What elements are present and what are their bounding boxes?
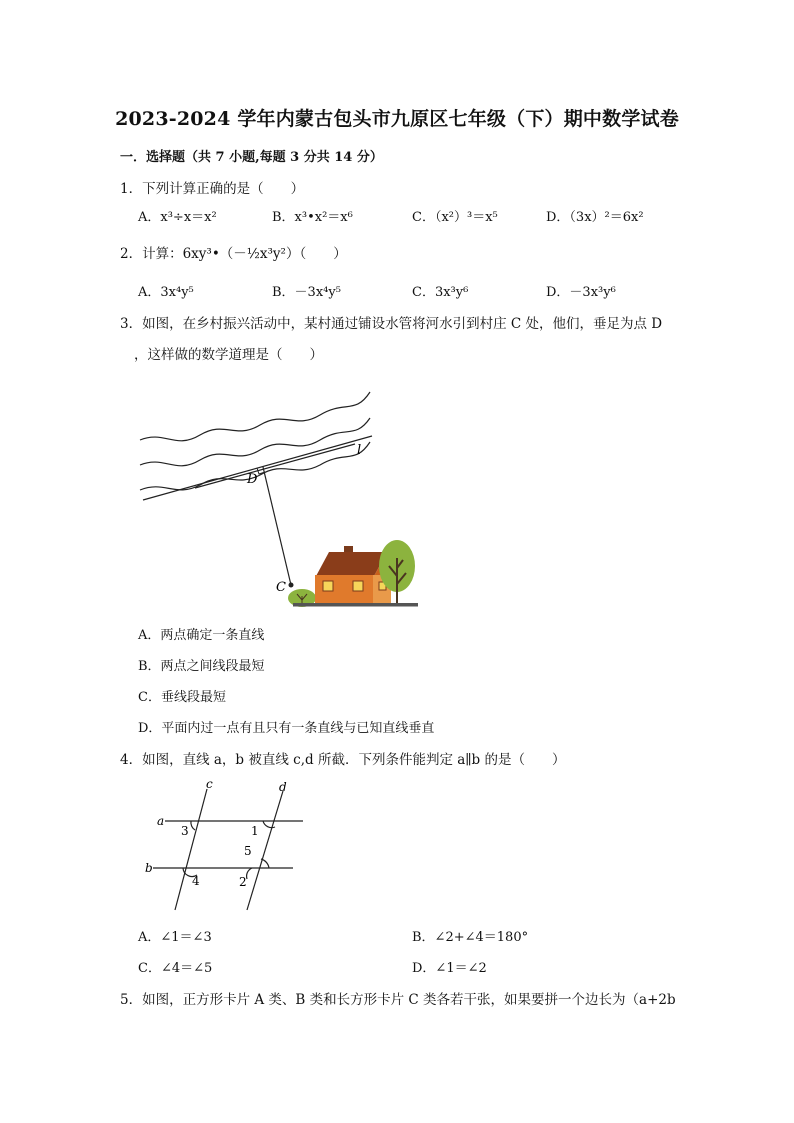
- q4-figure: [135, 775, 315, 915]
- label-l: l: [357, 443, 362, 458]
- question-3-stem-line1: 3．如图，在乡村振兴活动中，某村通过铺设水管将河水引到村庄 C 处，他们，垂足为点 D: [120, 316, 663, 332]
- q3-option-c: C．垂线段最短: [138, 690, 226, 705]
- q3-option-b: B．两点之间线段最短: [138, 659, 265, 674]
- question-3-stem-line2: ，这样做的数学道理是（ ）: [134, 347, 323, 363]
- q3-option-d: D．平面内过一点有且只有一条直线与已知直线垂直: [138, 721, 435, 736]
- q1-option-b: B．x³•x²＝x⁶: [272, 210, 353, 225]
- q3-figure: [135, 370, 425, 610]
- q2-option-c: C．3x³y⁶: [412, 285, 469, 300]
- question-4-stem: 4．如图，直线 a，b 被直线 c,d 所截．下列条件能判定 a∥b 的是（ ）: [120, 752, 566, 768]
- angle-1-label: 1: [251, 824, 259, 838]
- section-heading: 一．选择题（共 7 小题,每题 3 分共 14 分）: [120, 150, 383, 165]
- angle-3-label: 3: [181, 824, 189, 838]
- q1-option-c: C．（x²）³＝x⁵: [412, 210, 498, 225]
- line-d: [247, 791, 283, 910]
- q4-option-d: D．∠1＝∠2: [412, 961, 487, 976]
- question-2-stem: 2．计算：6xy³•（－½x³y²）（ ）: [120, 246, 347, 262]
- label-d: d: [279, 780, 287, 794]
- label-b: b: [145, 861, 153, 875]
- q1-option-d: D．（3x）²＝6x²: [546, 210, 644, 225]
- angle-5-label: 5: [244, 844, 252, 858]
- question-5-stem: 5．如图，正方形卡片 A 类、B 类和长方形卡片 C 类各若干张，如果要拼一个边长为（a+2b: [120, 992, 676, 1008]
- label-c: c: [206, 777, 213, 791]
- q2-option-b: B．－3x⁴y⁵: [272, 285, 341, 300]
- q4-option-c: C．∠4＝∠5: [138, 961, 213, 976]
- q4-option-a: A．∠1＝∠3: [138, 930, 212, 945]
- q3-option-a: A．两点确定一条直线: [138, 628, 265, 643]
- label-d: D: [247, 472, 258, 487]
- page-title: 2023-2024 学年内蒙古包头市九原区七年级（下）期中数学试卷: [115, 108, 679, 130]
- line-c: [175, 789, 207, 910]
- q2-option-a: A．3x⁴y⁵: [138, 285, 194, 300]
- ground-line: [293, 603, 418, 607]
- angle-2-label: 2: [239, 875, 247, 889]
- point-c: [289, 583, 294, 588]
- label-a: a: [157, 814, 165, 828]
- angle-4-label: 4: [192, 874, 200, 888]
- q1-option-a: A．x³÷x＝x²: [138, 210, 217, 225]
- q2-option-d: D．－3x³y⁶: [546, 285, 616, 300]
- label-c: C: [276, 580, 286, 595]
- question-1-stem: 1．下列计算正确的是（ ）: [120, 181, 305, 197]
- q4-option-b: B．∠2+∠4＝180°: [412, 930, 529, 945]
- perpendicular-segment: [263, 467, 291, 585]
- house-icon: [315, 546, 391, 605]
